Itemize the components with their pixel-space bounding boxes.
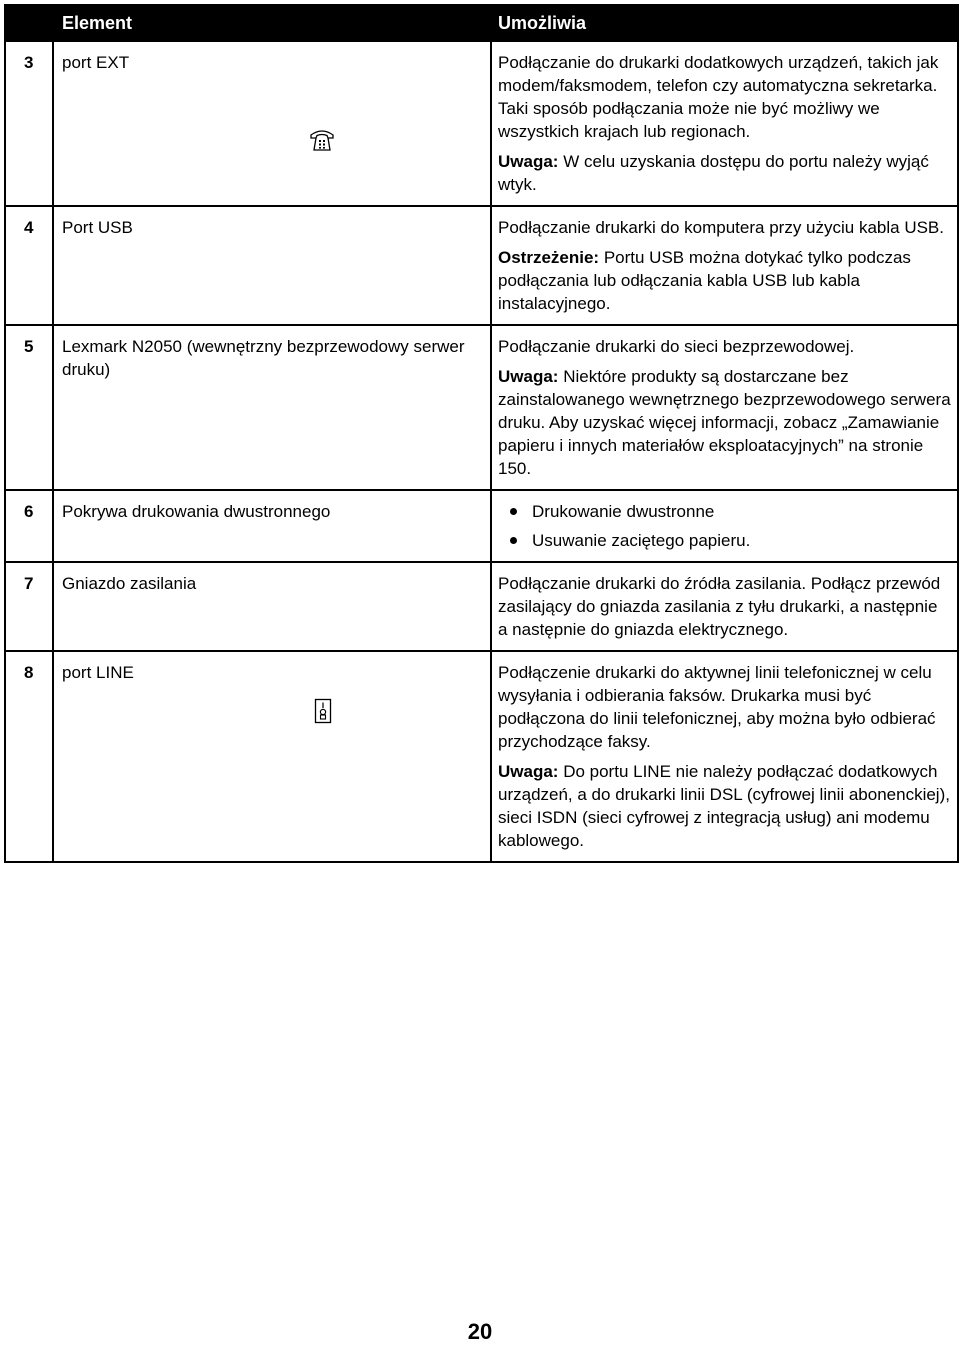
page-number: 20: [467, 1319, 493, 1344]
table-row: [5, 41, 958, 206]
note-text: W celu uzyskania dostępu do portu należy wyjąć wtyk.: [498, 152, 929, 194]
table-row: [5, 325, 958, 490]
row-element: port LINE: [62, 663, 134, 682]
note-label: Uwaga:: [498, 152, 559, 171]
table-row: [5, 562, 958, 651]
phone-jack-icon: [309, 128, 335, 152]
warning-label: Ostrzeżenie:: [498, 248, 600, 267]
header-number-cell: [5, 5, 53, 41]
row-number: 7: [5, 562, 53, 651]
note-label: Uwaga:: [498, 367, 559, 386]
row-element: Lexmark N2050 (wewnętrzny bezprzewodowy serwer druku): [62, 337, 465, 379]
list-item-text: Usuwanie zaciętego papieru.: [532, 531, 751, 550]
row-use-cell: [491, 206, 958, 325]
row-element: port EXT: [62, 53, 130, 72]
row-element: Pokrywa drukowania dwustronnego: [62, 502, 331, 521]
table-header-row: [5, 5, 958, 41]
note-text: Do portu LINE nie należy podłączać dodatkowych urządzeń, a do drukarki linii DSL (cyfrowej linii abonenckiej), sieci ISDN (sieci cyfrowej z integracją usług) ani modemu kablowego.: [498, 762, 950, 850]
row-description: Podłączenie drukarki do aktywnej linii telefonicznej w celu wysyłania i odbierania faksów. Drukarka musi być podłączona do linii telefonicznej, aby można było odbierać przychodzące faksy.: [498, 663, 936, 751]
row-element: Gniazdo zasilania: [62, 574, 197, 593]
row-description: Podłączanie do drukarki dodatkowych urządzeń, takich jak modem/faksmodem, telefon czy automatyczna sekretarka. Taki sposób podłączania może nie być możliwy we wszystkich krajach lub regionach.: [498, 53, 939, 141]
row-element: Port USB: [62, 218, 133, 237]
row-use-cell: [491, 41, 958, 206]
table-row: [5, 490, 958, 562]
row-number: 8: [5, 651, 53, 862]
note-text: Niektóre produkty są dostarczane bez zainstalowanego wewnętrznego bezprzewodowego serwera druku. Aby uzyskać więcej informacji, zobacz „Zamawianie papieru i innych materiałów eksploatacyjnych” na stronie 150.: [498, 367, 951, 478]
row-description: Podłączanie drukarki do sieci bezprzewodowej.: [498, 337, 855, 356]
row-note: [498, 365, 951, 480]
list-item: [498, 529, 951, 552]
row-element-cell: [53, 490, 491, 562]
row-note: [498, 150, 951, 196]
row-use-cell: [491, 490, 958, 562]
header-element-cell: [53, 5, 491, 41]
row-number: 5: [5, 325, 53, 490]
row-element-cell: [53, 325, 491, 490]
row-description: Podłączanie drukarki do źródła zasilania. Podłącz przewód zasilający do gniazda zasilania z tyłu drukarki, a następnie a następnie do gniazda elektrycznego.: [498, 574, 941, 639]
row-number: 6: [5, 490, 53, 562]
port-description-table: [4, 4, 959, 863]
row-element-cell: [53, 41, 491, 206]
header-element: Element: [62, 12, 133, 33]
line-jack-icon: [314, 698, 332, 724]
row-element-cell: [53, 206, 491, 325]
list-item-text: Drukowanie dwustronne: [532, 502, 715, 521]
row-note: [498, 760, 951, 852]
table-row: [5, 206, 958, 325]
row-use-cell: [491, 562, 958, 651]
bullet-icon: [510, 508, 517, 515]
row-use-cell: [491, 325, 958, 490]
row-number: 4: [5, 206, 53, 325]
row-use-cell: [491, 651, 958, 862]
list-item: [498, 500, 951, 523]
bullet-list: [498, 500, 951, 552]
header-use: Umożliwia: [498, 12, 587, 33]
row-warning: [498, 246, 951, 315]
note-label: Uwaga:: [498, 762, 559, 781]
row-description: Podłączanie drukarki do komputera przy użyciu kabla USB.: [498, 218, 944, 237]
warning-text: Portu USB można dotykać tylko podczas podłączania lub odłączania kabla USB lub kabla instalacyjnego.: [498, 248, 911, 313]
row-number: 3: [5, 41, 53, 206]
header-use-cell: [491, 5, 958, 41]
row-element-cell: [53, 562, 491, 651]
row-element-cell: [53, 651, 491, 862]
table-row: [5, 651, 958, 862]
bullet-icon: [510, 537, 517, 544]
